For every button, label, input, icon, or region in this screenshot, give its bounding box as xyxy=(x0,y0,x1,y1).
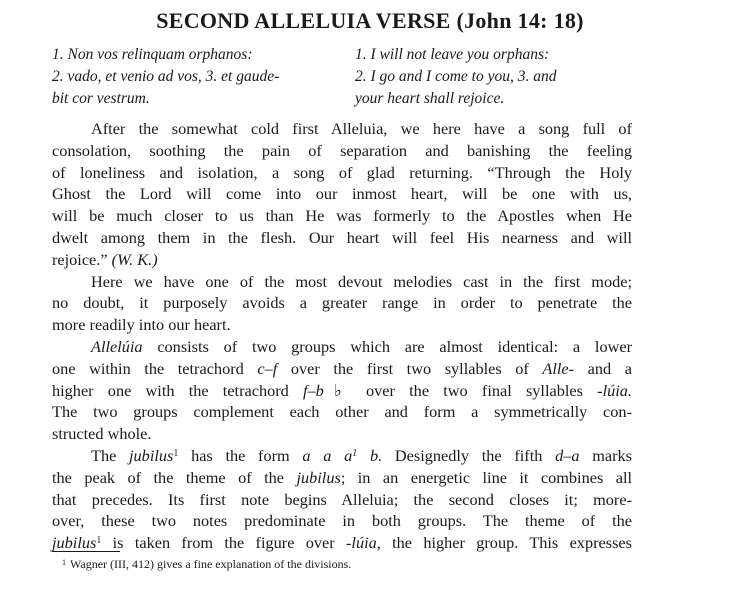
paragraph-line: of loneliness and isolation, a song of glad returning. “Through the Holy xyxy=(52,162,632,182)
paragraph-line: dwelt among them in the flesh. Our heart will feel His nearness and will xyxy=(52,227,632,247)
footnote-marker: 1 xyxy=(173,447,179,459)
paragraph-line: that precedes. Its first note begins Alleluia; the second closes it; more- xyxy=(52,489,632,509)
footnote-number: 1 xyxy=(62,558,66,567)
term: Alle- xyxy=(542,358,575,378)
paragraph-line xyxy=(52,336,632,358)
paragraph-line xyxy=(52,467,632,489)
paragraph-line xyxy=(52,532,632,554)
paragraph-line: Here we have one of the most devout melodies cast in the first mode; xyxy=(91,271,632,291)
term: -lúia. xyxy=(597,380,632,400)
paragraph-line: more readily into our heart. xyxy=(52,315,231,335)
footnote-marker: 1 xyxy=(96,535,102,547)
footnote xyxy=(62,556,351,572)
term: jubilus xyxy=(129,445,174,465)
paragraph-line: The two groups complement each other and form a symmetrically con- xyxy=(52,402,632,422)
form-superscript: 1 xyxy=(352,447,358,459)
text: the peak of the theme of the xyxy=(52,467,285,487)
text: is taken from the figure over xyxy=(112,533,335,553)
term: c–f xyxy=(257,358,278,378)
term: jubilus xyxy=(52,533,97,553)
text: higher one with the tetrachord xyxy=(52,380,289,400)
latin-line: bit cor vestrum. xyxy=(52,90,150,107)
text: the higher group. This expresses xyxy=(392,533,632,553)
latin-text xyxy=(52,44,352,110)
paragraph-line: will be much closer to us than He was formerly to the Apostles when He xyxy=(52,206,632,226)
paragraph-line: no doubt, it purposely avoids a greater range in order to penetrate the xyxy=(52,293,632,313)
form-letters: a a a xyxy=(302,445,353,465)
paragraph-line xyxy=(52,380,632,402)
paragraph-line: After the somewhat cold first Alleluia, we here have a song full of xyxy=(91,119,632,138)
latin-line: 2. vado, et venio ad vos, 3. et gaude- xyxy=(52,68,280,85)
commentary-body xyxy=(52,118,632,554)
paragraph-line: structed whole. xyxy=(52,424,152,444)
paragraph-line: over, these two notes predominate in both groups. The theme of the xyxy=(52,511,632,531)
paragraph-line xyxy=(52,249,632,271)
english-line: 1. I will not leave you orphans: xyxy=(355,46,550,63)
term: d–a xyxy=(555,445,580,465)
paragraph-line xyxy=(52,358,632,380)
text: consists of two groups which are almost identical: a lower xyxy=(157,336,632,356)
text: over the two final syllables xyxy=(366,380,583,400)
text: ; in an energetic line it combines all xyxy=(340,467,633,487)
term: jubilus xyxy=(296,467,341,487)
text: one within the tetrachord xyxy=(52,358,244,378)
form-letter: b. xyxy=(369,445,383,465)
english-translation xyxy=(355,44,645,110)
paragraph-line xyxy=(52,445,632,467)
text: Designedly the fifth xyxy=(394,445,543,465)
paragraph-line: consolation, soothing the pain of separation and banishing the feeling xyxy=(52,140,632,160)
text: and a xyxy=(587,358,632,378)
text: has the form xyxy=(191,445,290,465)
text: marks xyxy=(592,445,632,465)
text: The xyxy=(91,445,117,465)
english-line: 2. I go and I come to you, 3. and xyxy=(355,68,557,85)
citation: (W. K.) xyxy=(111,249,158,269)
term xyxy=(302,446,382,465)
paragraph-line: Ghost the Lord will come into our inmost heart, will be one with us, xyxy=(52,184,632,204)
term: Allelúia xyxy=(91,336,143,356)
english-line: your heart shall rejoice. xyxy=(355,90,505,107)
footnote-divider xyxy=(52,551,120,552)
latin-line: 1. Non vos relinquam orphanos: xyxy=(52,46,253,63)
page-title: SECOND ALLELUIA VERSE (John 14: 18) xyxy=(156,8,584,33)
quote-end: rejoice.” xyxy=(52,249,108,269)
text: over the first two syllables of xyxy=(290,358,529,378)
term: -lúia, xyxy=(346,533,381,553)
term: f–b♭ xyxy=(303,380,352,400)
footnote-text: Wagner (III, 412) gives a fine explanation of the divisions. xyxy=(70,557,352,571)
